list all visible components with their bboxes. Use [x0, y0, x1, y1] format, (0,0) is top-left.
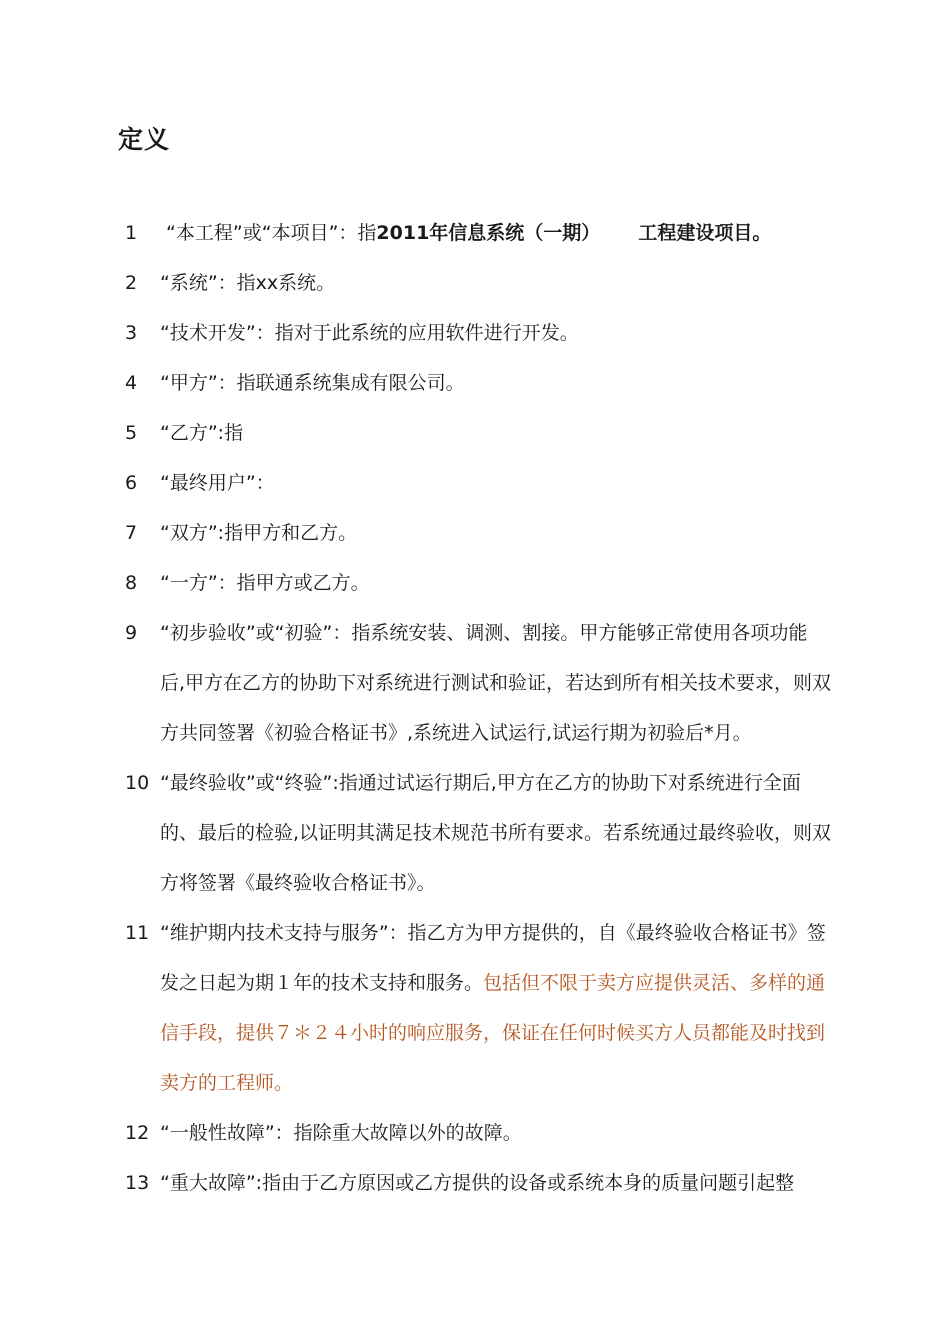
- definition-item-11: [0, 908, 950, 1108]
- definition-number: 2: [125, 272, 138, 294]
- definition-number: 3: [125, 322, 138, 344]
- definition-text: “技术开发”：指对于此系统的应用软件进行开发。: [160, 322, 579, 344]
- definition-text: “一般性故障”：指除重大故障以外的故障。: [160, 1122, 522, 1144]
- definition-number: 5: [125, 422, 138, 444]
- definition-text-bold: 2011年信息系统（一期）: [376, 222, 601, 244]
- definition-text: [160, 908, 832, 1108]
- definition-number: 1: [125, 222, 138, 244]
- definition-text: “甲方”：指联通系统集成有限公司。: [160, 372, 465, 394]
- definition-number: 13: [125, 1172, 150, 1194]
- definition-text: “重大故障”:指由于乙方原因或乙方提供的设备或系统本身的质量问题引起整: [160, 1172, 795, 1194]
- definition-item-4: [0, 358, 950, 408]
- definition-text-plain: “本工程”或“本项目”：指: [166, 222, 377, 244]
- definition-item-9: [0, 608, 950, 758]
- definition-text: “双方”:指甲方和乙方。: [160, 522, 358, 544]
- definition-text: [160, 208, 832, 258]
- definition-text-highlighted: 包括但不限于卖方应提供灵活、多样的通信手段，提供７＊２４小时的响应服务，保证在任何时候买方人员都能及时找到卖方的工程师。: [160, 972, 826, 1094]
- definition-number: 8: [125, 572, 138, 594]
- definition-item-7: [0, 508, 950, 558]
- definitions-list: [0, 208, 950, 1208]
- definition-item-12: [0, 1108, 950, 1158]
- definition-item-13: [0, 1158, 950, 1208]
- definition-text: “系统”：指xx系统。: [160, 272, 336, 294]
- definition-text: “最终验收”或“终验”:指通过试运行期后,甲方在乙方的协助下对系统进行全面的、最后的检验,以证明其满足技术规范书所有要求。若系统通过最终验收，则双方将签署《最终验收合格证书》。: [160, 772, 832, 894]
- definition-number: 6: [125, 472, 138, 494]
- definition-number: 11: [125, 922, 150, 944]
- page-title: 定义: [118, 125, 171, 154]
- definition-text: “一方”：指甲方或乙方。: [160, 572, 370, 594]
- definition-number: 10: [125, 772, 150, 794]
- definition-item-3: [0, 308, 950, 358]
- definition-text: “初步验收”或“初验”：指系统安装、调测、割接。甲方能够正常使用各项功能后,甲方在乙方的协助下对系统进行测试和验证，若达到所有相关技术要求，则双方共同签署《初验合格证书》,系统进入试运行,试运行期为初验后*月。: [160, 622, 832, 744]
- definition-item-5: [0, 408, 950, 458]
- definition-item-6: [0, 458, 950, 508]
- definition-number: 9: [125, 622, 138, 644]
- definition-item-2: [0, 258, 950, 308]
- definition-item-10: [0, 758, 950, 908]
- definition-text: “最终用户”：: [160, 472, 275, 494]
- definition-number: 12: [125, 1122, 150, 1144]
- definition-text: “乙方”:指: [160, 422, 244, 444]
- definition-item-1: [0, 208, 950, 258]
- definition-text-plain: “维护期内技术支持与服务”：指乙方为甲方提供的，自《最终验收合格证书》签发之日起为期１年的技术支持和服务。: [160, 922, 826, 994]
- definition-number: 7: [125, 522, 138, 544]
- definition-text-bold-tail: 工程建设项目。: [638, 222, 772, 244]
- definition-item-8: [0, 558, 950, 608]
- definition-number: 4: [125, 372, 138, 394]
